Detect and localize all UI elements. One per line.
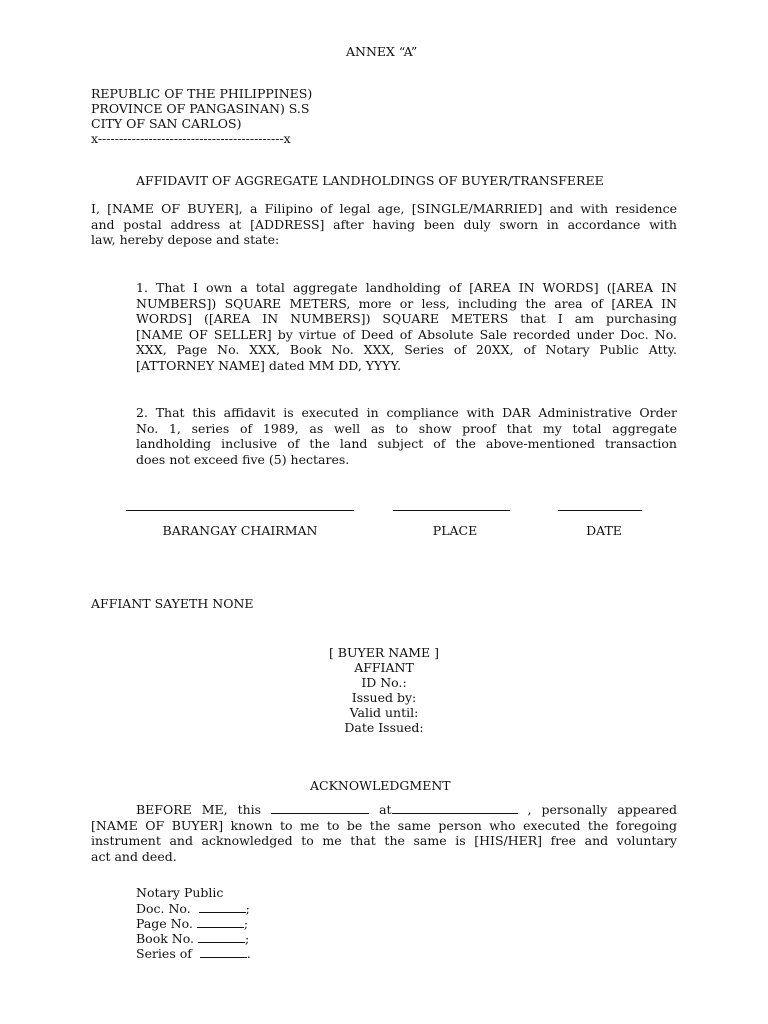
notary-series [136,945,251,960]
chairman-label: BARANGAY CHAIRMAN [162,523,318,538]
statement-2-line: landholding inclusive of the land subject of the above-mentioned transaction [136,436,677,451]
book-no-blank [198,930,245,943]
series-label: Series of [136,946,192,961]
notary-page-no [136,915,251,930]
venue-separator: x--------------------------------------------x [91,131,291,146]
intro-line: and postal address at [ADDRESS] after having been duly sworn in accordance with [91,216,677,232]
intro-paragraph [91,201,677,248]
statement-1-line: [NAME OF SELLER] by virtue of Deed of Absolute Sale recorded under Doc. No. [136,326,677,342]
statement-1 [136,280,677,373]
series-blank [200,945,247,958]
series-separator: . [246,946,251,961]
doc-no-label: Doc. No. [136,901,191,916]
intro-line: law, hereby depose and state: [91,232,280,247]
acknowledgment-line: instrument and acknowledged to me that the same is [HIS/HER] free and voluntary [91,833,677,848]
affiant-id-no: ID No.: [361,675,407,690]
at-text: at [379,802,392,817]
page-no-separator: ; [243,916,249,931]
statement-2 [136,405,677,467]
statement-2-line: No. 1, series of 1989, as well as to show proof that my total aggregate [136,420,677,436]
acknowledgment-paragraph [91,801,677,864]
statement-2-line: does not exceed five (5) hectares. [136,451,350,467]
acknowledgment-line: act and deed. [91,848,177,864]
date-blank [271,801,369,814]
statement-1-line: XXX, Page No. XXX, Book No. XXX, Series of 20XX, of Notary Public Atty. [136,342,677,357]
affiant-block [284,645,484,735]
affiant-valid-until: Valid until: [349,705,419,720]
appeared-text: , personally appeared [527,802,677,817]
affiant-date-issued: Date Issued: [344,720,424,735]
before-me-text: BEFORE ME, this [136,802,262,817]
venue-city: CITY OF SAN CARLOS) [91,116,242,131]
statement-1-line: [ATTORNEY NAME] dated MM DD, YYYY. [136,357,402,373]
acknowledgment-first-line [91,801,677,818]
notary-doc-no [136,900,251,915]
intro-line: I, [NAME OF BUYER], a Filipino of legal age, [SINGLE/MARRIED] and with residence [91,201,677,216]
page-no-blank [197,915,244,928]
venue-block [91,86,312,146]
affiant-role: AFFIANT [354,660,414,675]
place-label: PLACE [432,523,478,538]
doc-no-blank [199,900,246,913]
notary-public-label: Notary Public [136,885,224,900]
book-no-separator: ; [245,931,250,946]
acknowledgment-heading: ACKNOWLEDGMENT [310,778,451,793]
statement-2-line: 2. That this affidavit is executed in compliance with DAR Administrative Order [136,405,677,420]
annex-label: ANNEX “A” [346,44,418,59]
affiant-sayeth-none: AFFIANT SAYETH NONE [91,596,254,611]
date-label: DATE [586,523,622,538]
notary-book-no [136,930,251,945]
statement-1-line: NUMBERS]) SQUARE METERS, more or less, including the area of [AREA IN [136,295,677,311]
venue-province: PROVINCE OF PANGASINAN) S.S [91,101,310,116]
book-no-label: Book No. [136,931,195,946]
place-blank [392,801,518,814]
document-title: AFFIDAVIT OF AGGREGATE LANDHOLDINGS OF BUYER/TRANSFEREE [136,173,604,188]
place-signature-line [393,510,510,511]
affiant-issued-by: Issued by: [351,690,417,705]
acknowledgment-line: [NAME OF BUYER] known to me to be the same person who executed the foregoing [91,817,677,833]
notary-block [136,885,251,960]
venue-republic: REPUBLIC OF THE PHILIPPINES) [91,86,313,101]
chairman-signature-line [126,510,354,511]
affiant-name: [ BUYER NAME ] [328,645,440,660]
statement-1-line: 1. That I own a total aggregate landholding of [AREA IN WORDS] ([AREA IN [136,280,677,295]
page-no-label: Page No. [136,916,193,931]
statement-1-line: WORDS] ([AREA IN NUMBERS]) SQUARE METERS that I am purchasing [136,311,677,326]
doc-no-separator: ; [245,901,250,916]
date-signature-line [558,510,642,511]
